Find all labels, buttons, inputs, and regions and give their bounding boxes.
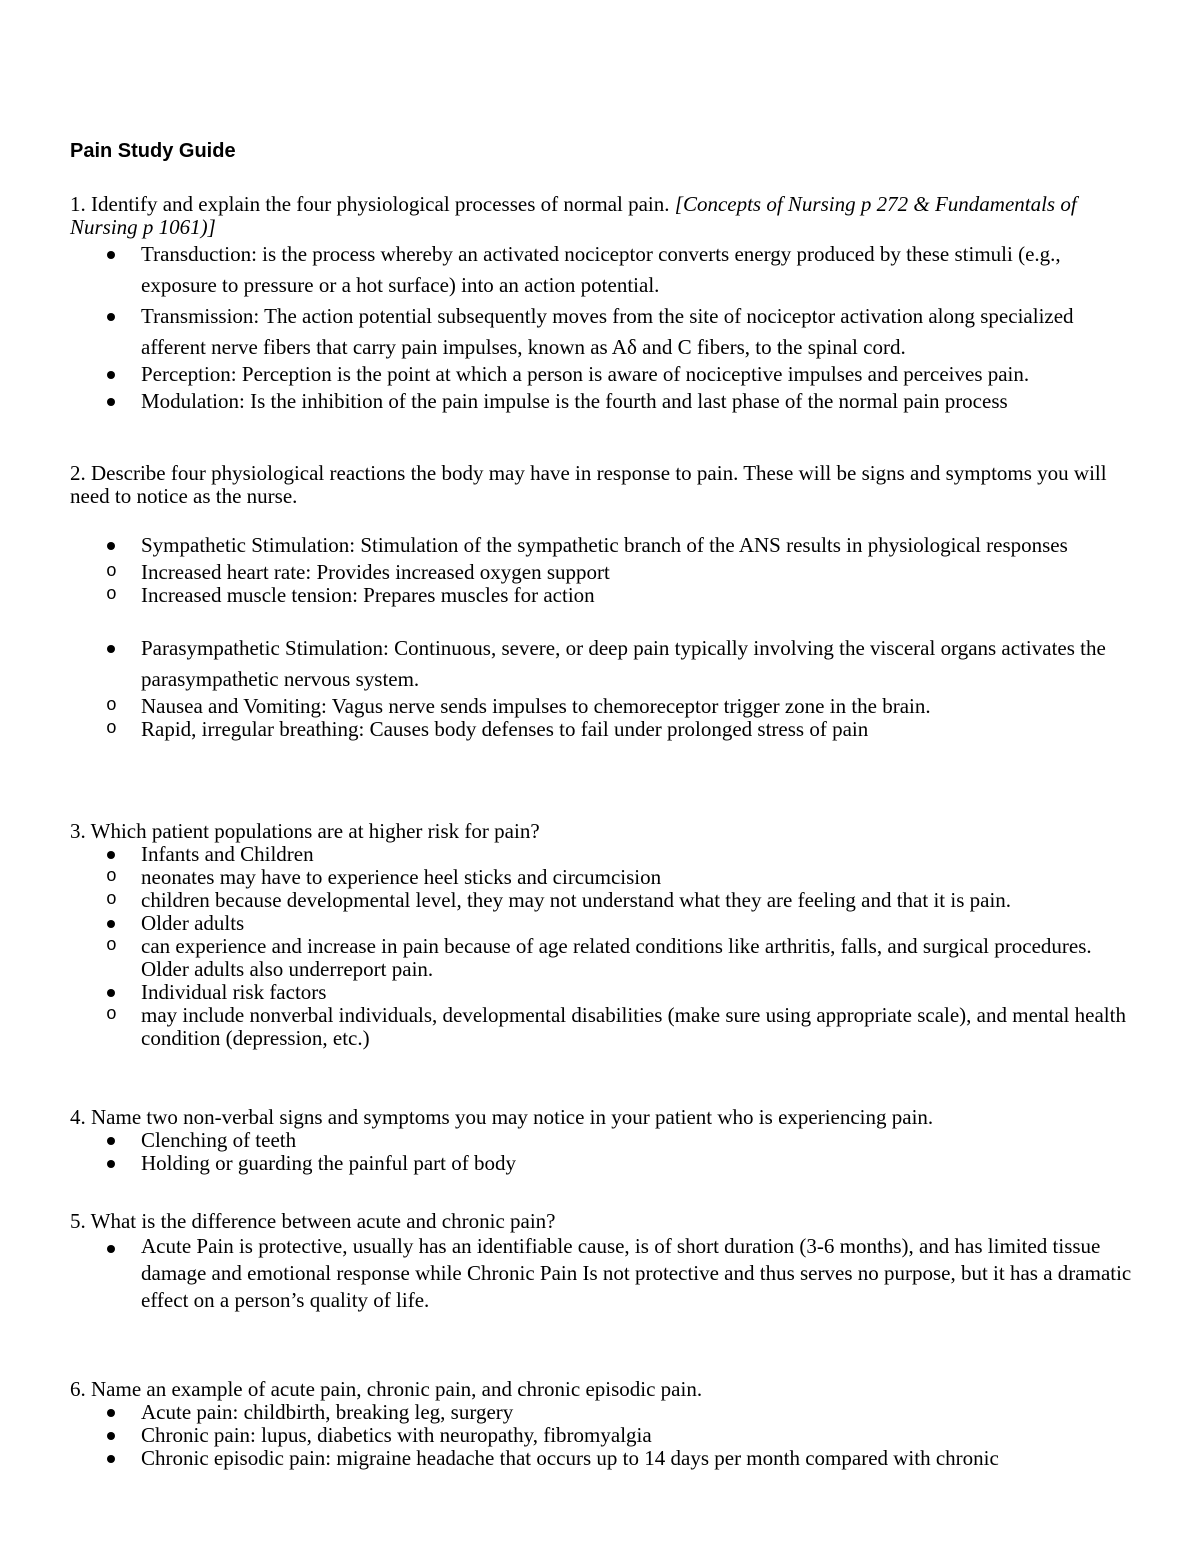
sublist-item: o Increased heart rate: Provides increased oxygen support [70, 561, 1140, 584]
list-item [70, 530, 1140, 607]
sublist [70, 561, 1140, 607]
sublist-item: o Increased muscle tension: Prepares muscles for action [70, 584, 1140, 607]
list-item: Transduction: is the process whereby an activated nociceptor converts energy produced by these stimuli (e.g., exposure to pressure or a hot surface) into an action potential. [70, 239, 1140, 301]
question-4: 4. Name two non-verbal signs and symptoms you may notice in your patient who is experiencing pain. [70, 1105, 934, 1129]
list-item: Chronic pain: lupus, diabetics with neuropathy, fibromyalgia [70, 1424, 1140, 1447]
question-1-reference: [Concepts of Nursing p 272 & Fundamentals of Nursing p 1061)] [70, 192, 1077, 239]
question-2: 2. Describe four physiological reactions the body may have in response to pain. These will be signs and symptoms you will need to notice as the nurse. [70, 461, 1107, 508]
question-4-section [70, 1106, 1140, 1175]
question-2-list-b [70, 633, 1140, 741]
question-1-section [70, 193, 1140, 417]
list-item: Acute pain: childbirth, breaking leg, surgery [70, 1401, 1140, 1424]
question-3-section [70, 820, 1140, 1050]
question-3-list [70, 843, 1140, 1050]
list-item-label: Sympathetic Stimulation: Stimulation of the sympathetic branch of the ANS results in physiological responses [141, 533, 1068, 557]
question-1 [70, 193, 1140, 239]
question-2-section [70, 462, 1140, 741]
sublist-item: o can experience and increase in pain because of age related conditions like arthritis, falls, and surgical procedures. Older adults also underreport pain. [70, 935, 1140, 981]
list-item-label: Infants and Children [141, 842, 314, 866]
list-item [70, 843, 1140, 912]
sublist-item: o Rapid, irregular breathing: Causes body defenses to fail under prolonged stress of pain [70, 718, 1140, 741]
list-item [70, 981, 1140, 1050]
sublist-item: o children because developmental level, they may not understand what they are feeling and that it is pain. [70, 889, 1140, 912]
question-5-list [70, 1233, 1140, 1314]
list-item [70, 633, 1140, 741]
list-item [70, 912, 1140, 981]
list-item: Clenching of teeth [70, 1129, 1140, 1152]
question-6: 6. Name an example of acute pain, chronic pain, and chronic episodic pain. [70, 1377, 703, 1401]
question-5-section [70, 1210, 1140, 1314]
list-item: Modulation: Is the inhibition of the pain impulse is the fourth and last phase of the normal pain process [70, 386, 1140, 417]
list-item-label: Parasympathetic Stimulation: Continuous, severe, or deep pain typically involving the visceral organs activates the parasympathetic nervous system. [141, 636, 1106, 691]
list-item: Transmission: The action potential subsequently moves from the site of nociceptor activation along specialized afferent nerve fibers that carry pain impulses, known as Aδ and C fibers, to the spinal cord. [70, 301, 1140, 363]
question-1-list [70, 239, 1140, 417]
sublist-item: o Nausea and Vomiting: Vagus nerve sends impulses to chemoreceptor trigger zone in the brain. [70, 695, 1140, 718]
list-item-label: Individual risk factors [141, 980, 327, 1004]
question-5: 5. What is the difference between acute and chronic pain? [70, 1209, 556, 1233]
list-item: Perception: Perception is the point at which a person is aware of nociceptive impulses and perceives pain. [70, 363, 1140, 386]
question-3: 3. Which patient populations are at higher risk for pain? [70, 819, 540, 843]
question-4-list [70, 1129, 1140, 1175]
question-1-text: 1. Identify and explain the four physiological processes of normal pain. [70, 192, 675, 216]
question-6-section [70, 1378, 1140, 1470]
question-6-list [70, 1401, 1140, 1470]
sublist-item: o may include nonverbal individuals, developmental disabilities (make sure using appropriate scale), and mental health condition (depression, etc.) [70, 1004, 1140, 1050]
question-2-list [70, 530, 1140, 607]
list-item: Holding or guarding the painful part of body [70, 1152, 1140, 1175]
list-item: Acute Pain is protective, usually has an identifiable cause, is of short duration (3-6 months), and has limited tissue damage and emotional response while Chronic Pain Is not protective and thus serves no purpose, but it has a dramatic effect on a person’s quality of life. [70, 1233, 1140, 1314]
sublist-item: o neonates may have to experience heel sticks and circumcision [70, 866, 1140, 889]
document-title: Pain Study Guide [70, 140, 236, 162]
sublist [70, 866, 1140, 912]
list-item: Chronic episodic pain: migraine headache that occurs up to 14 days per month compared with chronic [70, 1447, 1140, 1470]
sublist [70, 1004, 1140, 1050]
sublist [70, 935, 1140, 981]
sublist [70, 695, 1140, 741]
list-item-label: Older adults [141, 911, 245, 935]
